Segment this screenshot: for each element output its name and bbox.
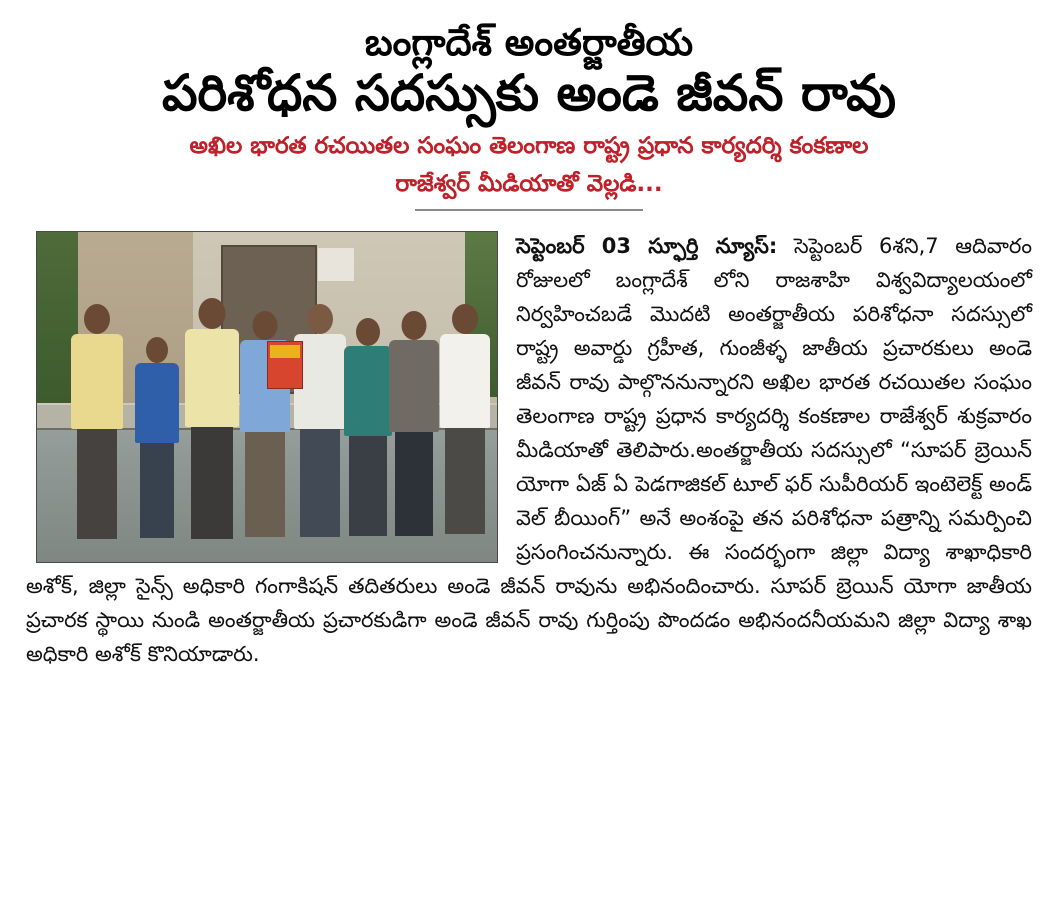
subheadline-line-2: రాజేశ్వర్ మీడియాతో వెల్లడి... [395,171,663,198]
photo-person-legs [140,443,174,538]
photo-person-head [356,318,380,346]
photo-person-legs [445,428,485,534]
photo-person [65,304,129,548]
photo-person-head [452,304,478,334]
subheadline-line-1: అఖిల భారత రచయితల సంఘం తెలంగాణ రాష్ట్ర ప్రధాన కార్యదర్శి కంకణాల [189,133,869,160]
photo-person-head [402,311,427,340]
photo-person [437,304,492,548]
photo-person-torso [71,334,123,429]
photo-person-head [307,304,333,334]
photo-person-legs [300,429,340,537]
photo-person-legs [191,427,233,539]
photo-person-legs [77,429,117,539]
photo-person-head [146,337,168,363]
photo-notice-board [318,248,355,281]
page-title-line-1: బంగ్లాదేశ్ అంతర్జాతీయ [364,21,694,64]
page-title-line-2: పరిశోధన సదస్సుకు అండె జీవన్ రావు [161,64,897,123]
photo-person-head [198,298,225,329]
photo-person-torso [185,329,239,427]
photo-person-legs [395,432,433,536]
photo-person [387,311,442,549]
photo-person [129,337,184,548]
photo-book [267,341,303,389]
photo-person-legs [349,436,387,536]
photo-person-torso [440,334,490,428]
photo-person-torso [344,346,392,436]
article-content [26,229,1032,671]
photo-person-torso [135,363,179,443]
subheadline [26,129,1032,202]
photo-person-torso [389,340,439,432]
divider [415,209,643,211]
photo-person-legs [245,432,285,537]
photo-person-head [84,304,110,334]
article-text: సెప్టెంబర్ 6శని,7 ఆదివారం రోజులలో బంగ్లాదేశ్ లోని రాజశాహి విశ్వవిద్యాలయంలో నిర్వహించబడే మొదటి అంతర్జాతీయ పరిశోధనా సదస్సులో రాష్ట్ర అవార్డు గ్రహీత, గుంజీళ్ళ జాతీయ ప్రచారకులు అండె జీవన్ రావు పాల్గొననున్నారని అఖిల భారత రచయితల సంఘం తెలంగాణ రాష్ట్ర ప్రధాన కార్యదర్శి కంకణాల రాజేశ్వర్ శుక్రవారం మీడియాతో తెలిపారు.అంతర్జాతీయ సదస్సులో “సూపర్ బ్రెయిన్ యోగా ఏజ్ ఏ పెడగాజికల్ టూల్ ఫర్ సుపీరియర్ ఇంటెలెక్ట్ అండ్ వెల్ బీయింగ్” అనే అంశంపై తన పరిశోధనా పత్రాన్ని సమర్పించి ప్రసంగించనున్నారు. ఈ సందర్భంగా జిల్లా విద్యా శాఖాధికారి అశోక్, జిల్లా సైన్స్ అధికారి గంగాకిషన్ తదితరులు అండె జీవన్ రావును అభినందించారు. సూపర్ బ్రెయిన్ యోగా జాతీయ ప్రచారక స్థాయి నుండి అంతర్జాతీయ ప్రచారకుడిగా అండె జీవన్ రావు గుర్తింపు పొందడం అభినందనీయమని జిల్లా విద్యా శాఖ అధికారి అశోక్ కొనియాడారు. [26,233,1032,666]
article-photo [36,231,498,563]
article-dateline: సెప్టెంబర్ 03 స్ఫూర్తి న్యూస్: [516,233,778,258]
photo-person-head [252,311,277,340]
headline-block [26,22,1032,211]
